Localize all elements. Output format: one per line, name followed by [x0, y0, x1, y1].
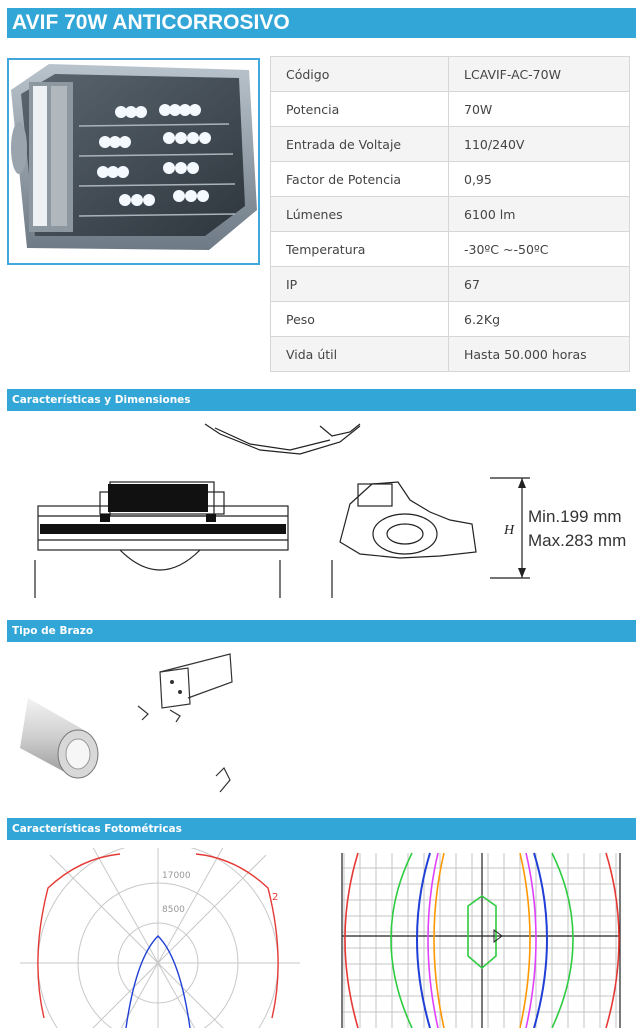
spec-label: Factor de Potencia — [271, 162, 449, 197]
spec-label: Entrada de Voltaje — [271, 127, 449, 162]
page-title: AVIF 70W ANTICORROSIVO — [7, 8, 636, 38]
spec-label: Temperatura — [271, 232, 449, 267]
section-header-dimensions: Características y Dimensiones — [7, 389, 636, 411]
table-row — [271, 267, 630, 302]
polar-label-inner: 8500 — [162, 905, 185, 915]
table-row — [271, 337, 630, 372]
spec-value: Hasta 50.000 horas — [449, 337, 630, 372]
spec-label: Peso — [271, 302, 449, 337]
spec-value: -30ºC ~-50ºC — [449, 232, 630, 267]
dimension-max: Max.283 mm — [528, 531, 627, 550]
polar-diagram — [20, 848, 300, 1028]
table-row — [271, 302, 630, 337]
table-row — [271, 127, 630, 162]
polar-label-outer: 17000 — [162, 871, 191, 881]
spec-value: 6100 lm — [449, 197, 630, 232]
spec-label: Lúmenes — [271, 197, 449, 232]
product-photo — [7, 58, 260, 265]
spec-value: 70W — [449, 92, 630, 127]
spec-value: 0,95 — [449, 162, 630, 197]
height-symbol: H — [504, 523, 515, 538]
spec-value: 110/240V — [449, 127, 630, 162]
table-row — [271, 162, 630, 197]
table-row — [271, 197, 630, 232]
isolux-diagram — [342, 853, 620, 1028]
spec-label: IP — [271, 267, 449, 302]
table-row — [271, 57, 630, 92]
spec-value: LCAVIF-AC-70W — [449, 57, 630, 92]
table-row — [271, 232, 630, 267]
spec-value: 67 — [449, 267, 630, 302]
specs-table — [270, 56, 630, 372]
section-header-arm-type: Tipo de Brazo — [7, 620, 636, 642]
table-row — [271, 92, 630, 127]
arm-drawing — [20, 648, 235, 800]
polar-label-ring: 2 — [272, 892, 279, 903]
photometric-diagrams — [20, 848, 640, 1028]
spec-label: Potencia — [271, 92, 449, 127]
spec-value: 6.2Kg — [449, 302, 630, 337]
section-header-photometric: Características Fotométricas — [7, 818, 636, 840]
dimension-min: Min.199 mm — [528, 507, 622, 526]
spec-label: Vida útil — [271, 337, 449, 372]
spec-label: Código — [271, 57, 449, 92]
